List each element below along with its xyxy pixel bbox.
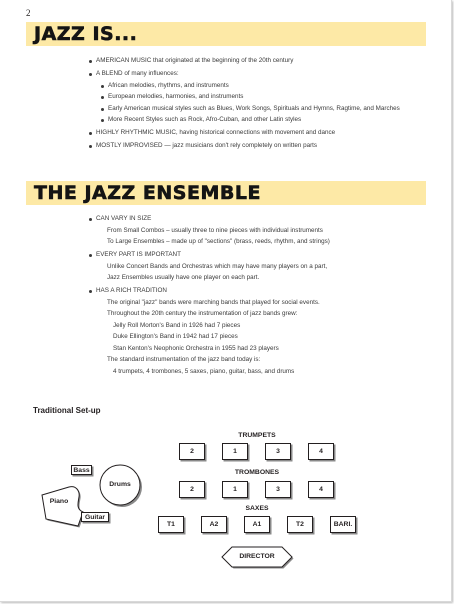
jazz-is-item: AMERICAN MUSIC that originated at the beginning of the 20th century bbox=[88, 57, 428, 65]
jazz-is-title: JAZZ IS... bbox=[34, 23, 138, 45]
drums-label: Drums bbox=[109, 481, 131, 488]
influence-item: European melodies, harmonies, and instruments bbox=[100, 93, 428, 101]
saxes-label: SAXES bbox=[245, 505, 269, 512]
ensemble-line: Unlike Concert Bands and Orchestras which may have many players on a part, bbox=[107, 262, 328, 270]
trumpet-seat: 1 bbox=[222, 443, 248, 460]
band-line: Jelly Roll Morton's Band in 1926 had 7 pieces bbox=[113, 321, 241, 329]
jazz-is-item: HIGHLY RHYTHMIC MUSIC, having historical connections with movement and dance bbox=[88, 129, 428, 137]
jazz-is-item: MOSTLY IMPROVISED — jazz musicians don't rely completely on written parts bbox=[88, 142, 428, 150]
influence-item: African melodies, rhythms, and instruments bbox=[100, 82, 428, 90]
band-line: Duke Ellington's Band in 1942 had 17 pieces bbox=[113, 333, 238, 340]
setup-heading: Traditional Set-up bbox=[33, 406, 101, 415]
guitar-box: Guitar bbox=[81, 512, 109, 522]
band-line: Stan Kenton's Neophonic Orchestra in 1955 had 23 players bbox=[113, 344, 279, 352]
trumpets-label: TRUMPETS bbox=[238, 432, 276, 439]
bass-box: Bass bbox=[71, 465, 92, 475]
ensemble-line: Jazz Ensembles usually have one player on each part. bbox=[107, 274, 260, 281]
trumpet-seat: 2 bbox=[179, 443, 205, 460]
director-label: DIRECTOR bbox=[239, 553, 275, 560]
trombones-label: TROMBONES bbox=[234, 469, 280, 476]
ensemble-heading: HAS A RICH TRADITION bbox=[88, 287, 428, 295]
influence-item: Early American musical styles such as Blues, Work Songs, Spirituals and Hymns, Ragtime, and Marches bbox=[100, 105, 428, 113]
trombone-seat: 2 bbox=[179, 481, 205, 498]
sax-seat: T1 bbox=[158, 516, 184, 533]
piano-label: Piano bbox=[49, 498, 69, 505]
ensemble-line: To Large Ensembles – made up of "sections" (brass, reeds, rhythm, and strings) bbox=[107, 238, 330, 245]
standard-list: 4 trumpets, 4 trombones, 5 saxes, piano, guitar, bass, and drums bbox=[113, 367, 295, 375]
trumpet-seat: 4 bbox=[308, 443, 334, 460]
ensemble-line: From Small Combos – usually three to nine pieces with individual instruments bbox=[107, 226, 323, 234]
ensemble-title: THE JAZZ ENSEMBLE bbox=[34, 182, 261, 204]
ensemble-line: Throughout the 20th century the instrumentation of jazz bands grew: bbox=[107, 310, 298, 317]
trombone-seat: 4 bbox=[308, 481, 334, 498]
jazz-is-item: A BLEND of many influences: bbox=[88, 70, 428, 78]
trombone-seat: 3 bbox=[265, 481, 291, 498]
influence-item: More Recent Styles such as Rock, Afro-Cuban, and other Latin styles bbox=[100, 116, 428, 124]
sax-seat: A1 bbox=[244, 516, 270, 533]
sax-seat: BARI. bbox=[330, 516, 356, 533]
ensemble-heading: CAN VARY IN SIZE bbox=[88, 215, 428, 223]
ensemble-heading: EVERY PART IS IMPORTANT bbox=[88, 251, 428, 259]
sax-seat: T2 bbox=[287, 516, 313, 533]
page-number: 2 bbox=[26, 8, 31, 18]
trombone-seat: 1 bbox=[222, 481, 248, 498]
trumpet-seat: 3 bbox=[265, 443, 291, 460]
sax-seat: A2 bbox=[201, 516, 227, 533]
ensemble-line: The standard instrumentation of the jazz band today is: bbox=[107, 356, 261, 363]
ensemble-line: The original "jazz" bands were marching bands that played for social events. bbox=[107, 298, 320, 306]
